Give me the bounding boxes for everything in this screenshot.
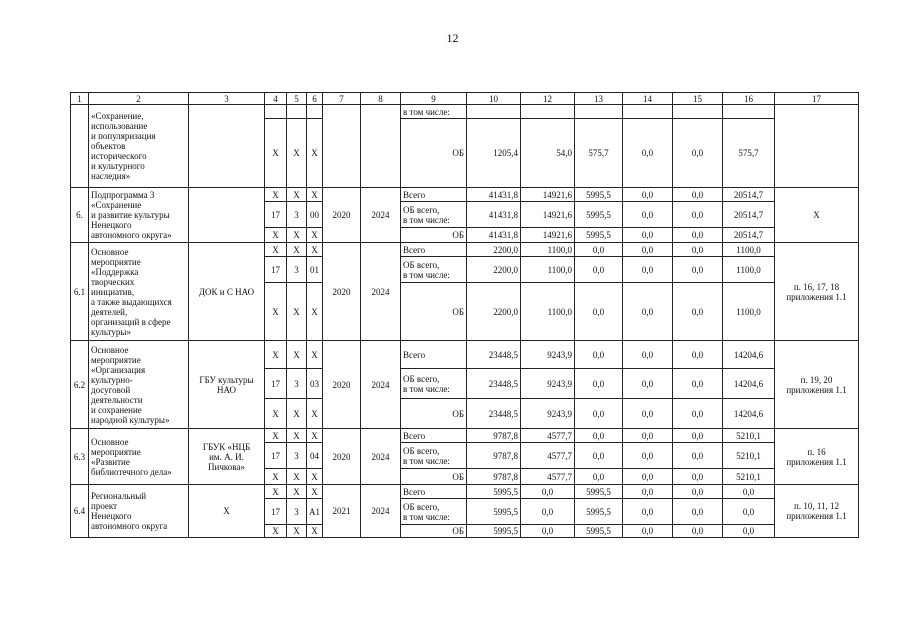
value-cell [673,105,723,119]
year-start: 2020 [323,188,361,243]
value-cell: 0,0 [673,243,723,257]
year-end: 2024 [361,429,401,485]
value-cell: 5995,5 [575,485,623,499]
value-cell: 0,0 [623,429,673,443]
value-cell: 9787,8 [467,443,521,469]
value-cell: 2200,0 [467,257,521,283]
source-label: ОБ [401,469,467,485]
value-cell: 0,0 [623,485,673,499]
result-ref: Х [775,188,859,243]
row-number [71,105,89,188]
code-cell: Х [265,119,287,188]
code-cell: Х [307,429,323,443]
value-cell: 9243,9 [521,369,575,399]
value-cell: 41431,8 [467,228,521,243]
value-cell: 0,0 [623,443,673,469]
row-number: 6.2 [71,341,89,429]
source-label: Всего [401,485,467,499]
value-cell: 0,0 [623,499,673,525]
value-cell: 20514,7 [723,202,775,228]
value-cell: 0,0 [575,341,623,369]
code-cell [307,105,323,119]
code-cell: Х [265,341,287,369]
value-cell: 0,0 [623,202,673,228]
value-cell: 0,0 [623,399,673,429]
header-cell: 1 [71,93,89,105]
result-ref [775,105,859,188]
value-cell: 0,0 [623,228,673,243]
value-cell: 2200,0 [467,283,521,341]
value-cell: 5995,5 [467,499,521,525]
program-name: Основное мероприятие «Развитие библиотечного дела» [89,429,189,485]
executor: ДОК и С НАО [189,243,265,341]
code-cell: Х [287,228,307,243]
executor: ГБУК «НЦБ им. А. И. Пичкова» [189,429,265,485]
value-cell: 20514,7 [723,188,775,202]
value-cell: 0,0 [623,525,673,538]
source-label: ОБ [401,119,467,188]
code-cell: 03 [307,369,323,399]
value-cell: 0,0 [673,188,723,202]
year-start [323,105,361,188]
value-cell: 0,0 [723,525,775,538]
value-cell: 4577,7 [521,469,575,485]
header-cell: 3 [189,93,265,105]
value-cell: 0,0 [673,499,723,525]
header-row [71,93,859,105]
page-number: 12 [446,31,459,45]
source-label: ОБ [401,228,467,243]
code-cell: Х [307,283,323,341]
source-label: Всего [401,341,467,369]
table-row [71,485,859,499]
code-cell: Х [265,485,287,499]
value-cell: 0,0 [623,469,673,485]
code-cell: 3 [287,369,307,399]
value-cell: 1100,0 [723,243,775,257]
year-end: 2024 [361,341,401,429]
value-cell: 0,0 [575,283,623,341]
header-cell: 17 [775,93,859,105]
value-cell: 2200,0 [467,243,521,257]
program-name: Подпрограмма 3 «Сохранение и развитие культуры Ненецкого автономного округа» [89,188,189,243]
value-cell [467,105,521,119]
value-cell: 20514,7 [723,228,775,243]
value-cell: 1100,0 [521,257,575,283]
value-cell: 5995,5 [575,228,623,243]
value-cell [575,105,623,119]
executor: ГБУ культуры НАО [189,341,265,429]
code-cell: 04 [307,443,323,469]
result-ref: п. 10, 11, 12 приложения 1.1 [775,485,859,538]
value-cell: 575,7 [575,119,623,188]
executor [189,105,265,188]
value-cell: 5995,5 [467,525,521,538]
executor: Х [189,485,265,538]
year-end [361,105,401,188]
program-name: Региональный проект Ненецкого автономного округа [89,485,189,538]
value-cell: 5995,5 [575,499,623,525]
source-label: Всего [401,243,467,257]
code-cell: Х [307,485,323,499]
table-row [71,188,859,202]
year-end: 2024 [361,485,401,538]
header-cell: 5 [287,93,307,105]
value-cell: 23448,5 [467,369,521,399]
source-label: ОБ всего, в том числе: [401,202,467,228]
program-name: Основное мероприятие «Организация культурно- досуговой деятельности и сохранение народной культуры» [89,341,189,429]
code-cell: 17 [265,257,287,283]
value-cell: 9243,9 [521,341,575,369]
value-cell: 41431,8 [467,202,521,228]
value-cell: 0,0 [723,499,775,525]
result-ref: п. 16, 17, 18 приложения 1.1 [775,243,859,341]
value-cell: 1100,0 [521,283,575,341]
header-cell: 13 [575,93,623,105]
header-cell: 10 [467,93,521,105]
source-label: Всего [401,429,467,443]
code-cell: Х [287,243,307,257]
code-cell: Х [307,243,323,257]
value-cell: 0,0 [673,228,723,243]
row-number: 6.3 [71,429,89,485]
header-cell: 6 [307,93,323,105]
value-cell: 5210,1 [723,429,775,443]
source-label: ОБ всего, в том числе: [401,257,467,283]
code-cell: Х [287,188,307,202]
value-cell [521,105,575,119]
year-start: 2021 [323,485,361,538]
value-cell: 0,0 [723,485,775,499]
code-cell: Х [265,429,287,443]
code-cell: Х [307,228,323,243]
value-cell: 0,0 [623,119,673,188]
executor [189,188,265,243]
value-cell: 0,0 [623,188,673,202]
value-cell: 575,7 [723,119,775,188]
header-cell: 9 [401,93,467,105]
value-cell: 0,0 [673,399,723,429]
code-cell: Х [287,429,307,443]
header-cell: 8 [361,93,401,105]
code-cell: Х [307,341,323,369]
value-cell: 5995,5 [575,202,623,228]
source-label: ОБ [401,283,467,341]
table-row [71,429,859,443]
value-cell: 14921,6 [521,188,575,202]
value-cell: 4577,7 [521,443,575,469]
value-cell: 0,0 [623,341,673,369]
source-label: ОБ [401,399,467,429]
code-cell: Х [287,119,307,188]
code-cell: Х [307,188,323,202]
value-cell: 1100,0 [521,243,575,257]
code-cell: Х [265,283,287,341]
code-cell: Х [265,243,287,257]
source-label: ОБ всего, в том числе: [401,369,467,399]
code-cell: Х [287,399,307,429]
value-cell: 0,0 [673,369,723,399]
code-cell: Х [265,399,287,429]
year-end: 2024 [361,243,401,341]
value-cell: 0,0 [623,243,673,257]
value-cell: 0,0 [575,257,623,283]
result-ref: п. 16 приложения 1.1 [775,429,859,485]
value-cell: 0,0 [673,469,723,485]
code-cell: 17 [265,499,287,525]
source-label: в том числе: [401,105,467,119]
header-cell: 2 [89,93,189,105]
code-cell: А1 [307,499,323,525]
row-number: 6.4 [71,485,89,538]
code-cell: Х [307,119,323,188]
value-cell: 0,0 [673,485,723,499]
code-cell: 17 [265,369,287,399]
value-cell: 0,0 [521,525,575,538]
code-cell: 3 [287,257,307,283]
value-cell: 14204,6 [723,369,775,399]
source-label: Всего [401,188,467,202]
value-cell: 14204,6 [723,399,775,429]
row-number: 6. [71,188,89,243]
code-cell: 17 [265,202,287,228]
value-cell: 5995,5 [575,188,623,202]
code-cell: Х [287,469,307,485]
value-cell: 5995,5 [467,485,521,499]
year-end: 2024 [361,188,401,243]
value-cell: 9787,8 [467,469,521,485]
result-ref: п. 19, 20 приложения 1.1 [775,341,859,429]
value-cell: 0,0 [623,369,673,399]
value-cell: 0,0 [673,341,723,369]
code-cell: Х [307,399,323,429]
value-cell: 0,0 [623,283,673,341]
code-cell: 17 [265,443,287,469]
value-cell: 0,0 [575,429,623,443]
code-cell: Х [287,525,307,538]
code-cell: 01 [307,257,323,283]
value-cell: 23448,5 [467,341,521,369]
value-cell: 14921,6 [521,228,575,243]
code-cell: Х [265,469,287,485]
value-cell: 0,0 [575,399,623,429]
year-start: 2020 [323,341,361,429]
table-row [71,105,859,119]
value-cell: 41431,8 [467,188,521,202]
value-cell: 0,0 [673,202,723,228]
code-cell: Х [287,485,307,499]
header-cell: 15 [673,93,723,105]
code-cell: Х [265,228,287,243]
code-cell: 3 [287,202,307,228]
value-cell: 54,0 [521,119,575,188]
value-cell: 0,0 [673,257,723,283]
value-cell: 1205,4 [467,119,521,188]
code-cell: Х [307,469,323,485]
value-cell: 1100,0 [723,257,775,283]
value-cell: 5210,1 [723,469,775,485]
value-cell: 1100,0 [723,283,775,341]
program-name: «Сохранение, использование и популяризация объектов исторического и культурного наследия» [89,105,189,188]
code-cell: 00 [307,202,323,228]
value-cell [723,105,775,119]
value-cell: 0,0 [673,119,723,188]
code-cell: 3 [287,499,307,525]
value-cell: 4577,7 [521,429,575,443]
source-label: ОБ [401,525,467,538]
value-cell: 0,0 [575,369,623,399]
code-cell: Х [307,525,323,538]
value-cell: 0,0 [623,257,673,283]
value-cell: 0,0 [673,443,723,469]
value-cell: 0,0 [673,283,723,341]
value-cell: 14204,6 [723,341,775,369]
table-row [71,341,859,369]
value-cell: 0,0 [673,429,723,443]
header-cell: 16 [723,93,775,105]
source-label: ОБ всего, в том числе: [401,499,467,525]
source-label: ОБ всего, в том числе: [401,443,467,469]
value-cell: 5995,5 [575,525,623,538]
budget-table [70,92,859,538]
header-cell: 4 [265,93,287,105]
row-number: 6.1 [71,243,89,341]
header-cell: 14 [623,93,673,105]
value-cell: 0,0 [575,469,623,485]
value-cell: 14921,6 [521,202,575,228]
value-cell: 9787,8 [467,429,521,443]
value-cell: 0,0 [521,485,575,499]
value-cell: 23448,5 [467,399,521,429]
value-cell: 0,0 [575,243,623,257]
code-cell: 3 [287,443,307,469]
header-cell: 12 [521,93,575,105]
year-start: 2020 [323,243,361,341]
code-cell: Х [287,341,307,369]
header-cell: 7 [323,93,361,105]
code-cell [287,105,307,119]
value-cell: 0,0 [575,443,623,469]
code-cell [265,105,287,119]
program-name: Основное мероприятие «Поддержка творческих инициатив, а также выдающихся деятелей, организаций в сфере культуры» [89,243,189,341]
year-start: 2020 [323,429,361,485]
value-cell [623,105,673,119]
code-cell: Х [265,188,287,202]
code-cell: Х [287,283,307,341]
value-cell: 0,0 [673,525,723,538]
table-row [71,243,859,257]
value-cell: 5210,1 [723,443,775,469]
code-cell: Х [265,525,287,538]
value-cell: 9243,9 [521,399,575,429]
value-cell: 0,0 [521,499,575,525]
